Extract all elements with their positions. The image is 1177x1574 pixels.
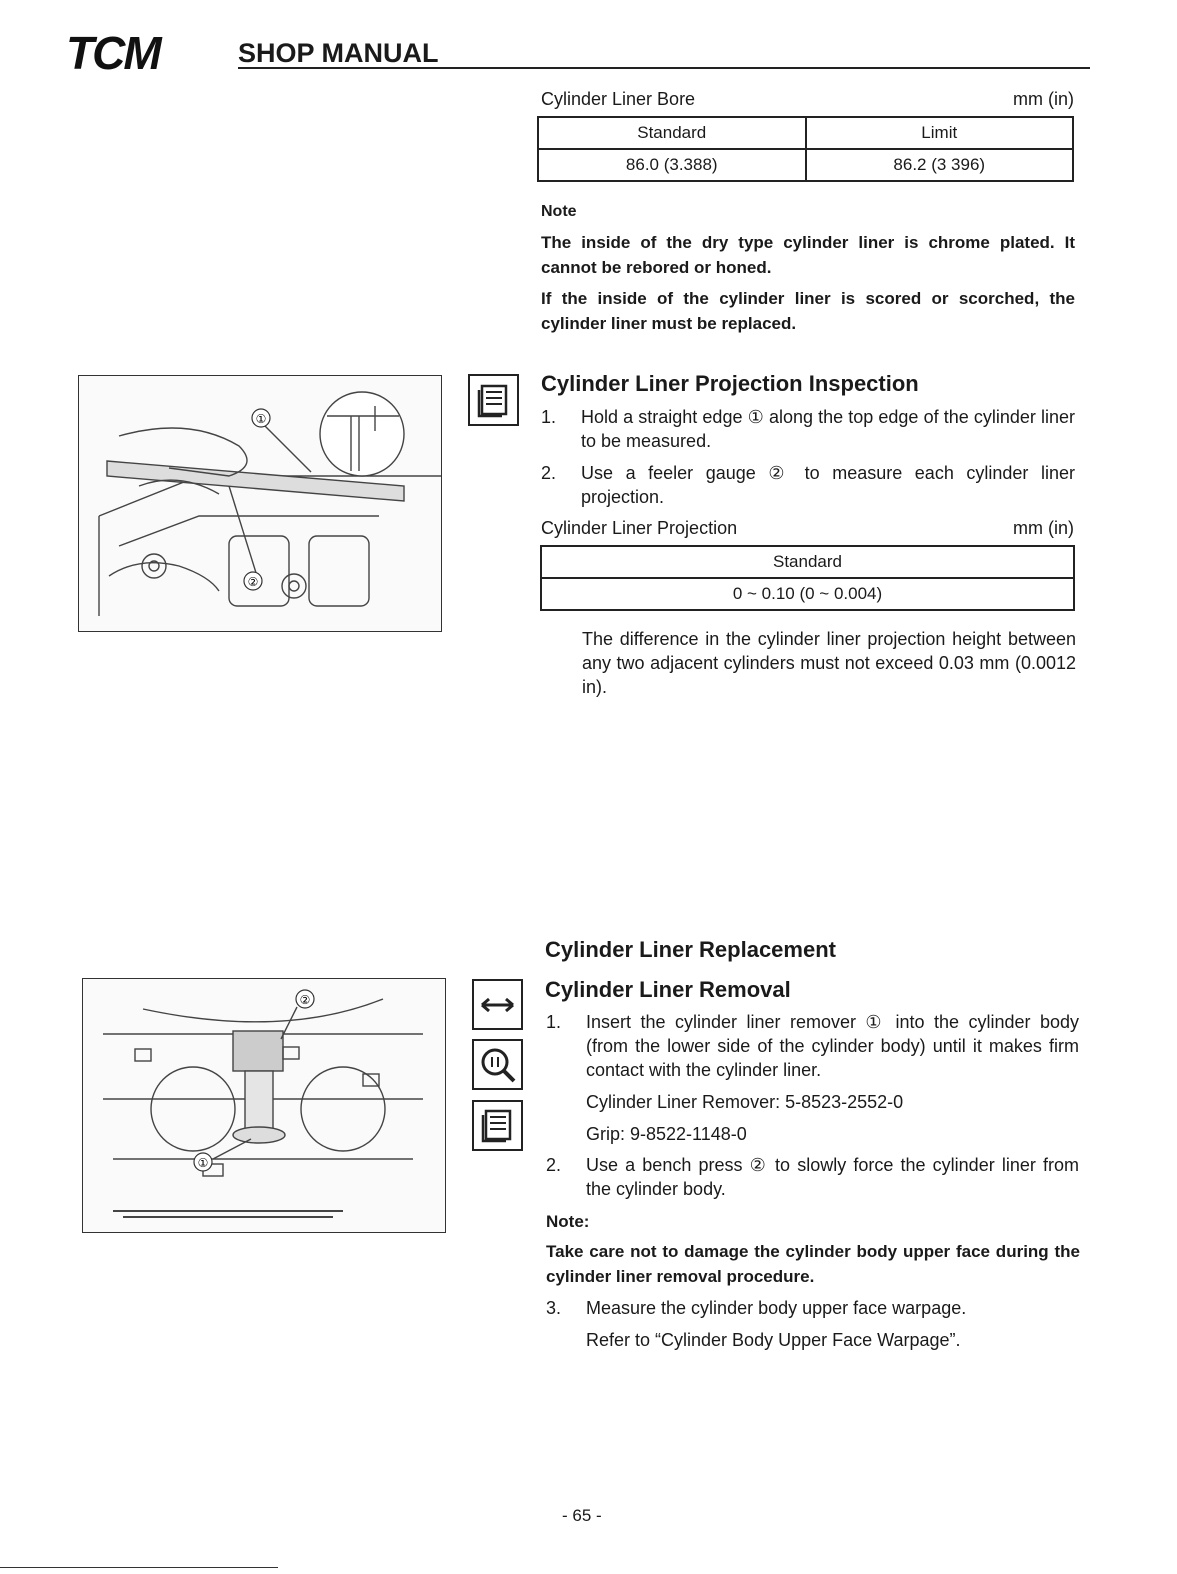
manual-title: SHOP MANUAL bbox=[238, 38, 439, 68]
step-text: Use a bench press ② to slowly force the cylinder liner from the cylinder body. bbox=[586, 1155, 1079, 1199]
liner-removal-illustration bbox=[83, 979, 445, 1232]
projection-table bbox=[540, 545, 1075, 611]
note-label: Note bbox=[541, 203, 577, 220]
tcm-logo: TCM bbox=[66, 27, 160, 79]
tool-grip: Grip: 9-8522-1148-0 bbox=[586, 1124, 747, 1144]
callout-1: ① bbox=[197, 1156, 209, 1170]
table-row bbox=[541, 578, 1074, 610]
table-header-standard: Standard bbox=[538, 117, 806, 149]
table-row bbox=[541, 546, 1074, 578]
table-cell-standard: 86.0 (3.388) bbox=[538, 149, 806, 181]
manual-book-icon bbox=[468, 374, 519, 426]
projection-step-2 bbox=[541, 461, 1075, 509]
removal-arrows-icon bbox=[472, 979, 523, 1030]
step-number: 3. bbox=[546, 1298, 562, 1318]
header-rule bbox=[238, 67, 1090, 69]
manual-book-icon bbox=[472, 1100, 523, 1151]
table-header-standard: Standard bbox=[541, 546, 1074, 578]
note-paragraph-chrome: The inside of the dry type cylinder liner is chrome plated. It cannot be rebored or honed. bbox=[541, 233, 1075, 277]
projection-step-1 bbox=[541, 405, 1075, 453]
step-number: 2. bbox=[546, 1155, 562, 1175]
straight-edge-figure bbox=[78, 375, 442, 632]
liner-bore-table bbox=[537, 116, 1074, 182]
table-row bbox=[538, 149, 1073, 181]
projection-caption: Cylinder Liner Projection bbox=[541, 518, 738, 538]
replacement-title: Cylinder Liner Replacement bbox=[545, 937, 836, 962]
projection-inspection-title: Cylinder Liner Projection Inspection bbox=[541, 371, 919, 396]
removal-step-1 bbox=[546, 1010, 1079, 1082]
callout-1: ① bbox=[255, 412, 267, 426]
callout-2: ② bbox=[247, 575, 259, 589]
table-cell-standard: 0 ~ 0.10 (0 ~ 0.004) bbox=[541, 578, 1074, 610]
callout-2: ② bbox=[299, 993, 311, 1007]
step-text: Insert the cylinder liner remover ① into the cylinder body (from the lower side of the cylinder body) until it makes firm contact with the cylinder liner. bbox=[586, 1012, 1079, 1080]
step-text: Use a feeler gauge ② to measure each cylinder liner projection. bbox=[581, 463, 1075, 507]
step-number: 2. bbox=[541, 463, 557, 483]
step-text: Hold a straight edge ① along the top edge of the cylinder liner to be measured. bbox=[581, 407, 1075, 451]
step-number: 1. bbox=[546, 1012, 562, 1032]
projection-unit: mm (in) bbox=[1013, 518, 1074, 538]
table-header-limit: Limit bbox=[806, 117, 1074, 149]
note-paragraph-replace: If the inside of the cylinder liner is scored or scorched, the cylinder liner must be replaced. bbox=[541, 289, 1075, 333]
table-cell-limit: 86.2 (3 396) bbox=[806, 149, 1074, 181]
table-row bbox=[538, 117, 1073, 149]
step-number: 1. bbox=[541, 407, 557, 427]
liner-bore-unit: mm (in) bbox=[1013, 89, 1074, 109]
page-number: - 65 - bbox=[562, 1506, 602, 1525]
footer-rule bbox=[0, 1567, 278, 1568]
refer-text: Refer to “Cylinder Body Upper Face Warpage”. bbox=[586, 1330, 961, 1350]
removal-note-label: Note: bbox=[546, 1212, 590, 1231]
removal-subtitle: Cylinder Liner Removal bbox=[545, 977, 791, 1002]
liner-bore-caption: Cylinder Liner Bore bbox=[541, 89, 696, 109]
removal-step-3 bbox=[546, 1296, 1079, 1320]
straight-edge-illustration bbox=[79, 376, 441, 631]
step-text: Measure the cylinder body upper face warpage. bbox=[586, 1298, 967, 1318]
removal-step-2 bbox=[546, 1153, 1079, 1201]
removal-note-text: Take care not to damage the cylinder body upper face during the cylinder liner removal procedure. bbox=[546, 1242, 1080, 1286]
inspection-magnifier-icon bbox=[472, 1039, 523, 1090]
liner-removal-figure bbox=[82, 978, 446, 1233]
tool-remover: Cylinder Liner Remover: 5-8523-2552-0 bbox=[586, 1092, 904, 1112]
projection-remark: The difference in the cylinder liner projection height between any two adjacent cylinders must not exceed 0.03 mm (0.0012 in). bbox=[582, 629, 1076, 697]
